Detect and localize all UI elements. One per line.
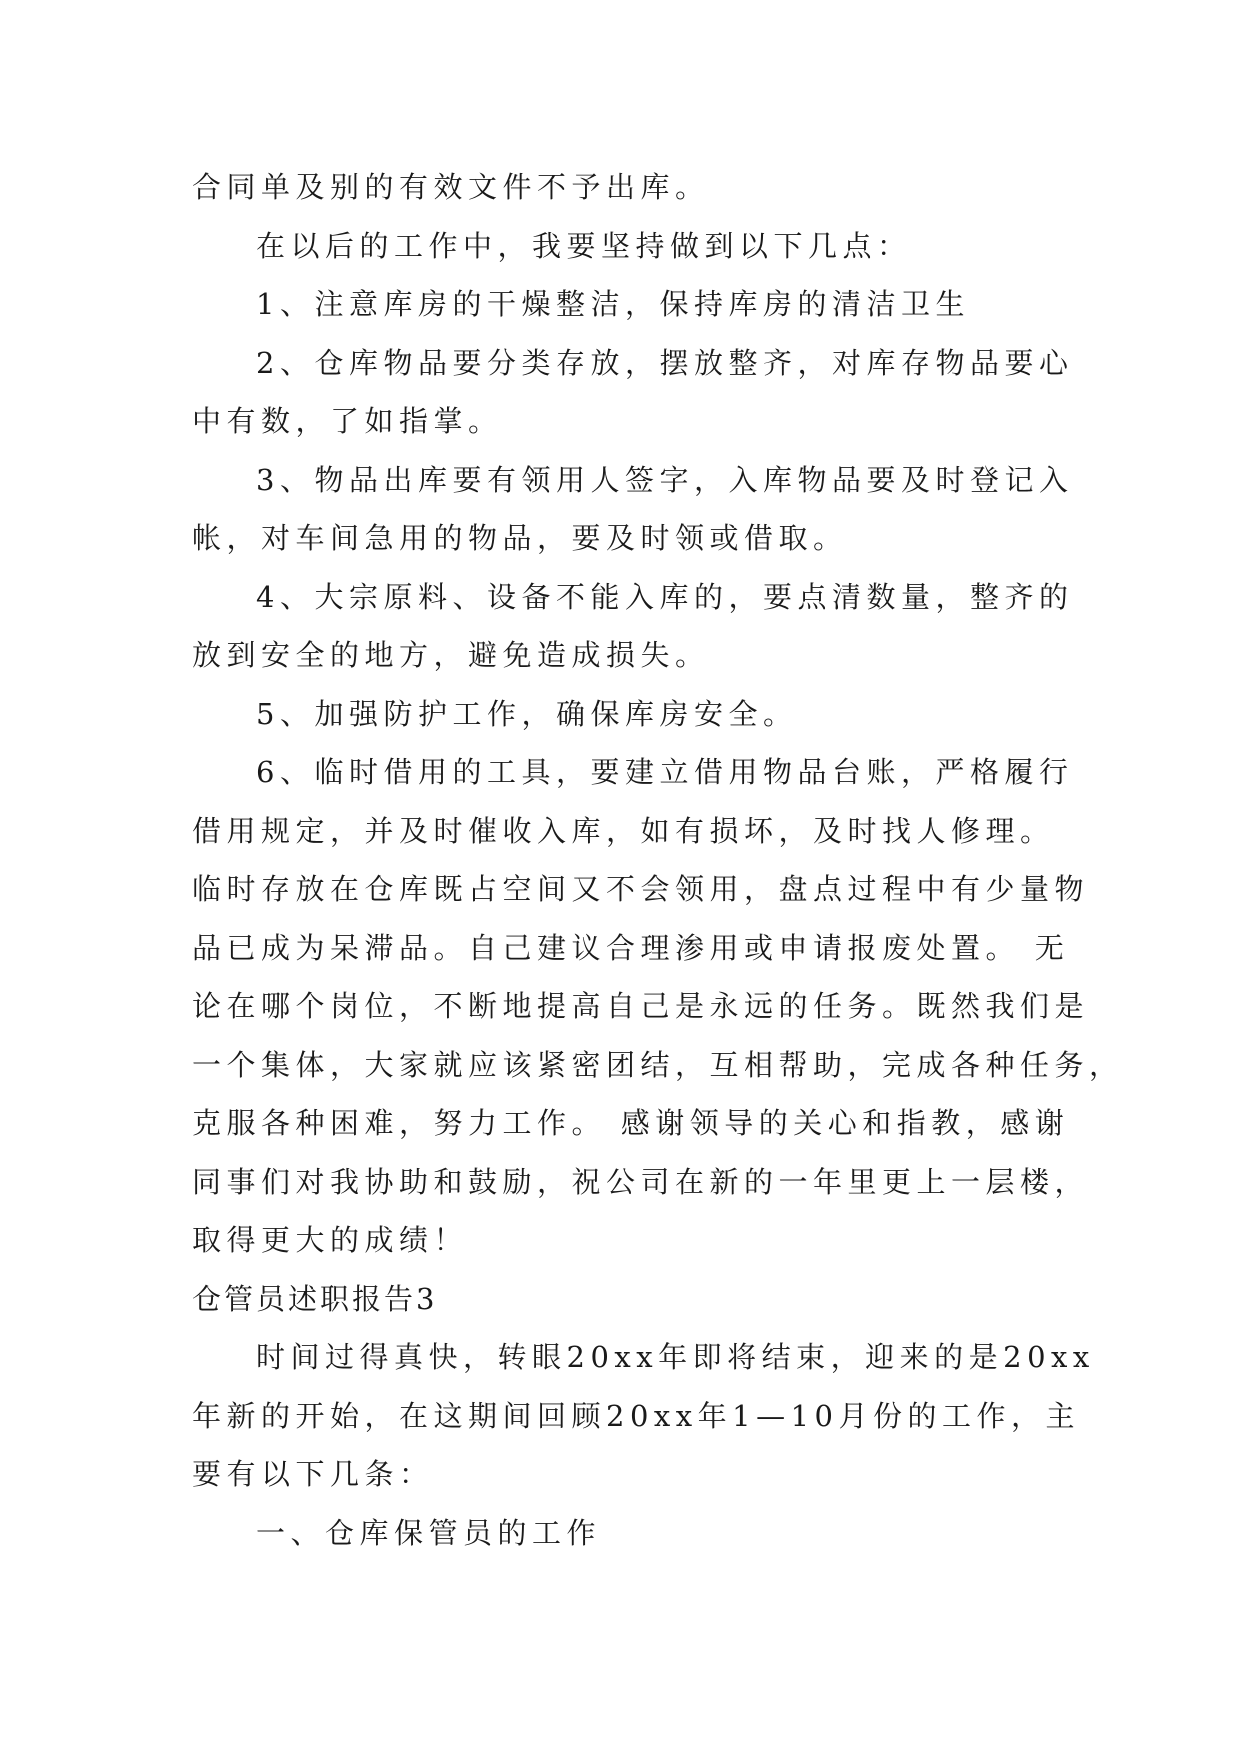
subsection-heading: 一、仓库保管员的工作 xyxy=(256,1515,602,1550)
text-line: 合同单及别的有效文件不予出库。 xyxy=(192,170,710,204)
text-line: 一个集体，大家就应该紧密团结，互相帮助，完成各种任务， xyxy=(192,1047,1124,1082)
list-item: 5、加强防护工作，确保库房安全。 xyxy=(256,696,798,731)
text-line: 放到安全的地方，避免造成损失。 xyxy=(192,638,710,672)
section-heading: 仓管员述职报告3 xyxy=(192,1281,438,1316)
list-item: 3、物品出库要有领用人签字，入库物品要及时登记入 xyxy=(256,462,1074,497)
text-line: 品已成为呆滞品。自己建议合理渗用或申请报废处置。 无 xyxy=(192,930,1070,965)
text-line: 取得更大的成绩！ xyxy=(192,1223,469,1257)
text-line: 时间过得真快，转眼20xx年即将结束，迎来的是20xx xyxy=(256,1340,1095,1374)
text-line: 要有以下几条： xyxy=(192,1457,434,1491)
text-line: 借用规定，并及时催收入库，如有损坏，及时找人修理。 xyxy=(192,813,1055,848)
text-line: 帐，对车间急用的物品，要及时领或借取。 xyxy=(192,521,848,555)
text-line: 克服各种困难，努力工作。 感谢领导的关心和指教，感谢 xyxy=(192,1106,1070,1140)
list-item: 2、仓库物品要分类存放，摆放整齐，对库存物品要心 xyxy=(256,345,1074,380)
text-line: 临时存放在仓库既占空间又不会领用，盘点过程中有少量物 xyxy=(192,872,1090,906)
text-line: 在以后的工作中，我要坚持做到以下几点： xyxy=(256,228,912,263)
list-item: 6、临时借用的工具，要建立借用物品台账，严格履行 xyxy=(256,755,1074,789)
list-item: 4、大宗原料、设备不能入库的，要点清数量，整齐的 xyxy=(256,579,1074,614)
text-line: 同事们对我协助和鼓励，祝公司在新的一年里更上一层楼， xyxy=(192,1164,1090,1199)
document-body xyxy=(192,158,1124,1562)
text-line: 中有数，了如指掌。 xyxy=(192,404,503,438)
text-line: 年新的开始，在这期间回顾20xx年1—10月份的工作，主 xyxy=(192,1398,1080,1433)
text-line: 论在哪个岗位，不断地提高自己是永远的任务。既然我们是 xyxy=(192,989,1090,1023)
list-item: 1、注意库房的干燥整洁，保持库房的清洁卫生 xyxy=(256,287,970,321)
